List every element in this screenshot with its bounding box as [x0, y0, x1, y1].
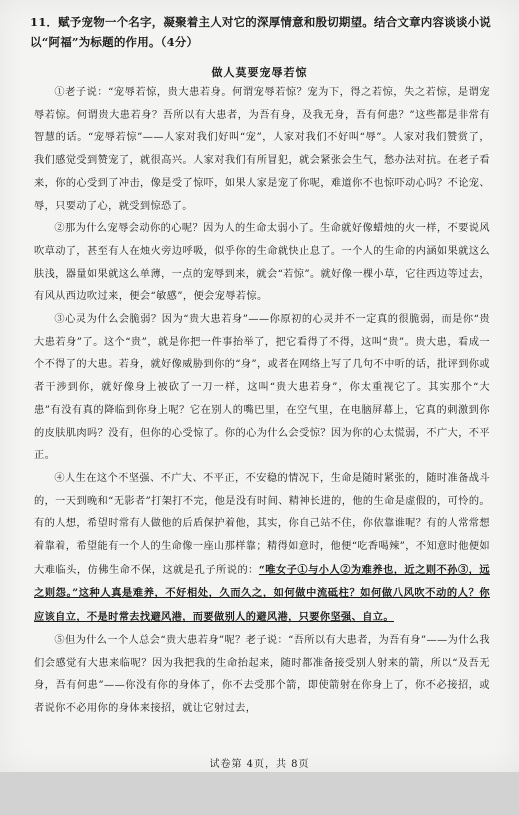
question-11: 11．赋予宠物一个名字，凝聚着主人对它的深厚情意和殷切期望。结合文章内容谈谈小说以“阿福”为标题的作用。（4分） — [30, 15, 491, 49]
paragraph-5: ⑤但为什么一个人总会“贵大患若身”呢？老子说：“吾所以有大患者，为吾有身”——为什么我们会感觉有大患来临呢？因为我把我的生命抬起来，随时都准备接受别人射来的箭，所以“及吾无身，吾有何患”——你没有你的身体了，你不去受那个箭，即使箭射在你身上了，你不必接招，或者说你不必用你的身体来接招，就让它射过去， — [34, 634, 490, 714]
paragraph-3: ③心灵为什么会脆弱？因为“贵大患若身”——你原初的心灵并不一定真的很脆弱，而是你“贵大患若身”了。这个“贵”，就是你把一件事抬举了，把它看得了不得，这叫“贵”。贵大患，看成一个不得了的大患。若身，就好像威胁到你的“身”，或者在网络上写了几句不中听的话，批评到你或者干涉到你，就好像身上被砍了一刀一样，这叫“贵大患若身”，你太重视它了。其实那个“大患”有没有真的降临到你身上呢？它在别人的嘴巴里，在空气里，在电脑屏幕上，它真的刺激到你的皮肤肌肉吗？没有，但你的心受惊了。你的心为什么会受惊？因为你的心太慌弱，不广大，不平正。 — [34, 314, 490, 462]
paragraph-1: ①老子说：“宠辱若惊，贵大患若身。何谓宠辱若惊？宠为下，得之若惊，失之若惊，是谓宠辱若惊。何谓贵大患若身？吾所以有大患者，为吾有身，及我无身，吾有何患？”这些都是非常有智慧的话。“宠辱若惊”——人家对我们好叫“宠”，人家对我们不好叫“辱”。人家对我们赞赏了，我们感觉受到赞宠了，就很高兴。人家对我们有所冒犯，就会紧张会生气，愁办法对抗。在老子看来，你的心受到了冲击，像是受了惊吓，如果人家是宠了你呢，难道你不也惊吓动心吗？不论宠、辱，只要动了心，就受到惊恐了。 — [34, 87, 490, 212]
article-title: 做人莫要宠辱若惊 — [211, 66, 308, 79]
scan-margin — [0, 772, 519, 815]
page-footer: 试卷第 4页，共 8页 — [209, 759, 310, 770]
paragraph-4-text: ④人生在这个不坚强、不广大、不平正，不安稳的情况下，生命是随时紧张的，随时准备战斗的，一天到晚和“无影者”打架打不完，他是没有时间、精神长进的，他的生命是虚假的，可怜的。有的人想，希望时常有人做他的后盾保护着他，其实，你自己站不住，你依靠谁呢？有的人常常想着靠着，希望能有一个人的生命像一座山那样靠；精得如意时，他便“吃香喝辣”，不知意时他便如大难临头，仿佛生命不保，这就是孔子所说的： — [34, 472, 490, 576]
paragraph-4 — [34, 468, 490, 630]
underlined-quote: “唯女子①与小人②为难养也，近之则不孙③，远之则怨。”这种人真是难养，不好相处，久而久之，如何做中流砥柱？如何做八风吹不动的人？你应该自立，不是时常去找避风港，而要做别人的避风港，只要你坚强、自立。 — [34, 563, 490, 624]
article-body — [34, 82, 490, 721]
paragraph-2: ②那为什么宠辱会动你的心呢？因为人的生命太弱小了。生命就好像蜡烛的火一样，不要说风吹草动了，甚至有人在烛火旁边呼吸，似乎你的生命就快止息了。一个人的生命的内涵如果就这么肤浅，器量如果就这么单薄，一点的宠辱到来，就会“若惊”。就好像一棵小草，它往西边等过去，有风从西边吹过来，便会“敏感”，便会宠辱若惊。 — [34, 223, 490, 303]
